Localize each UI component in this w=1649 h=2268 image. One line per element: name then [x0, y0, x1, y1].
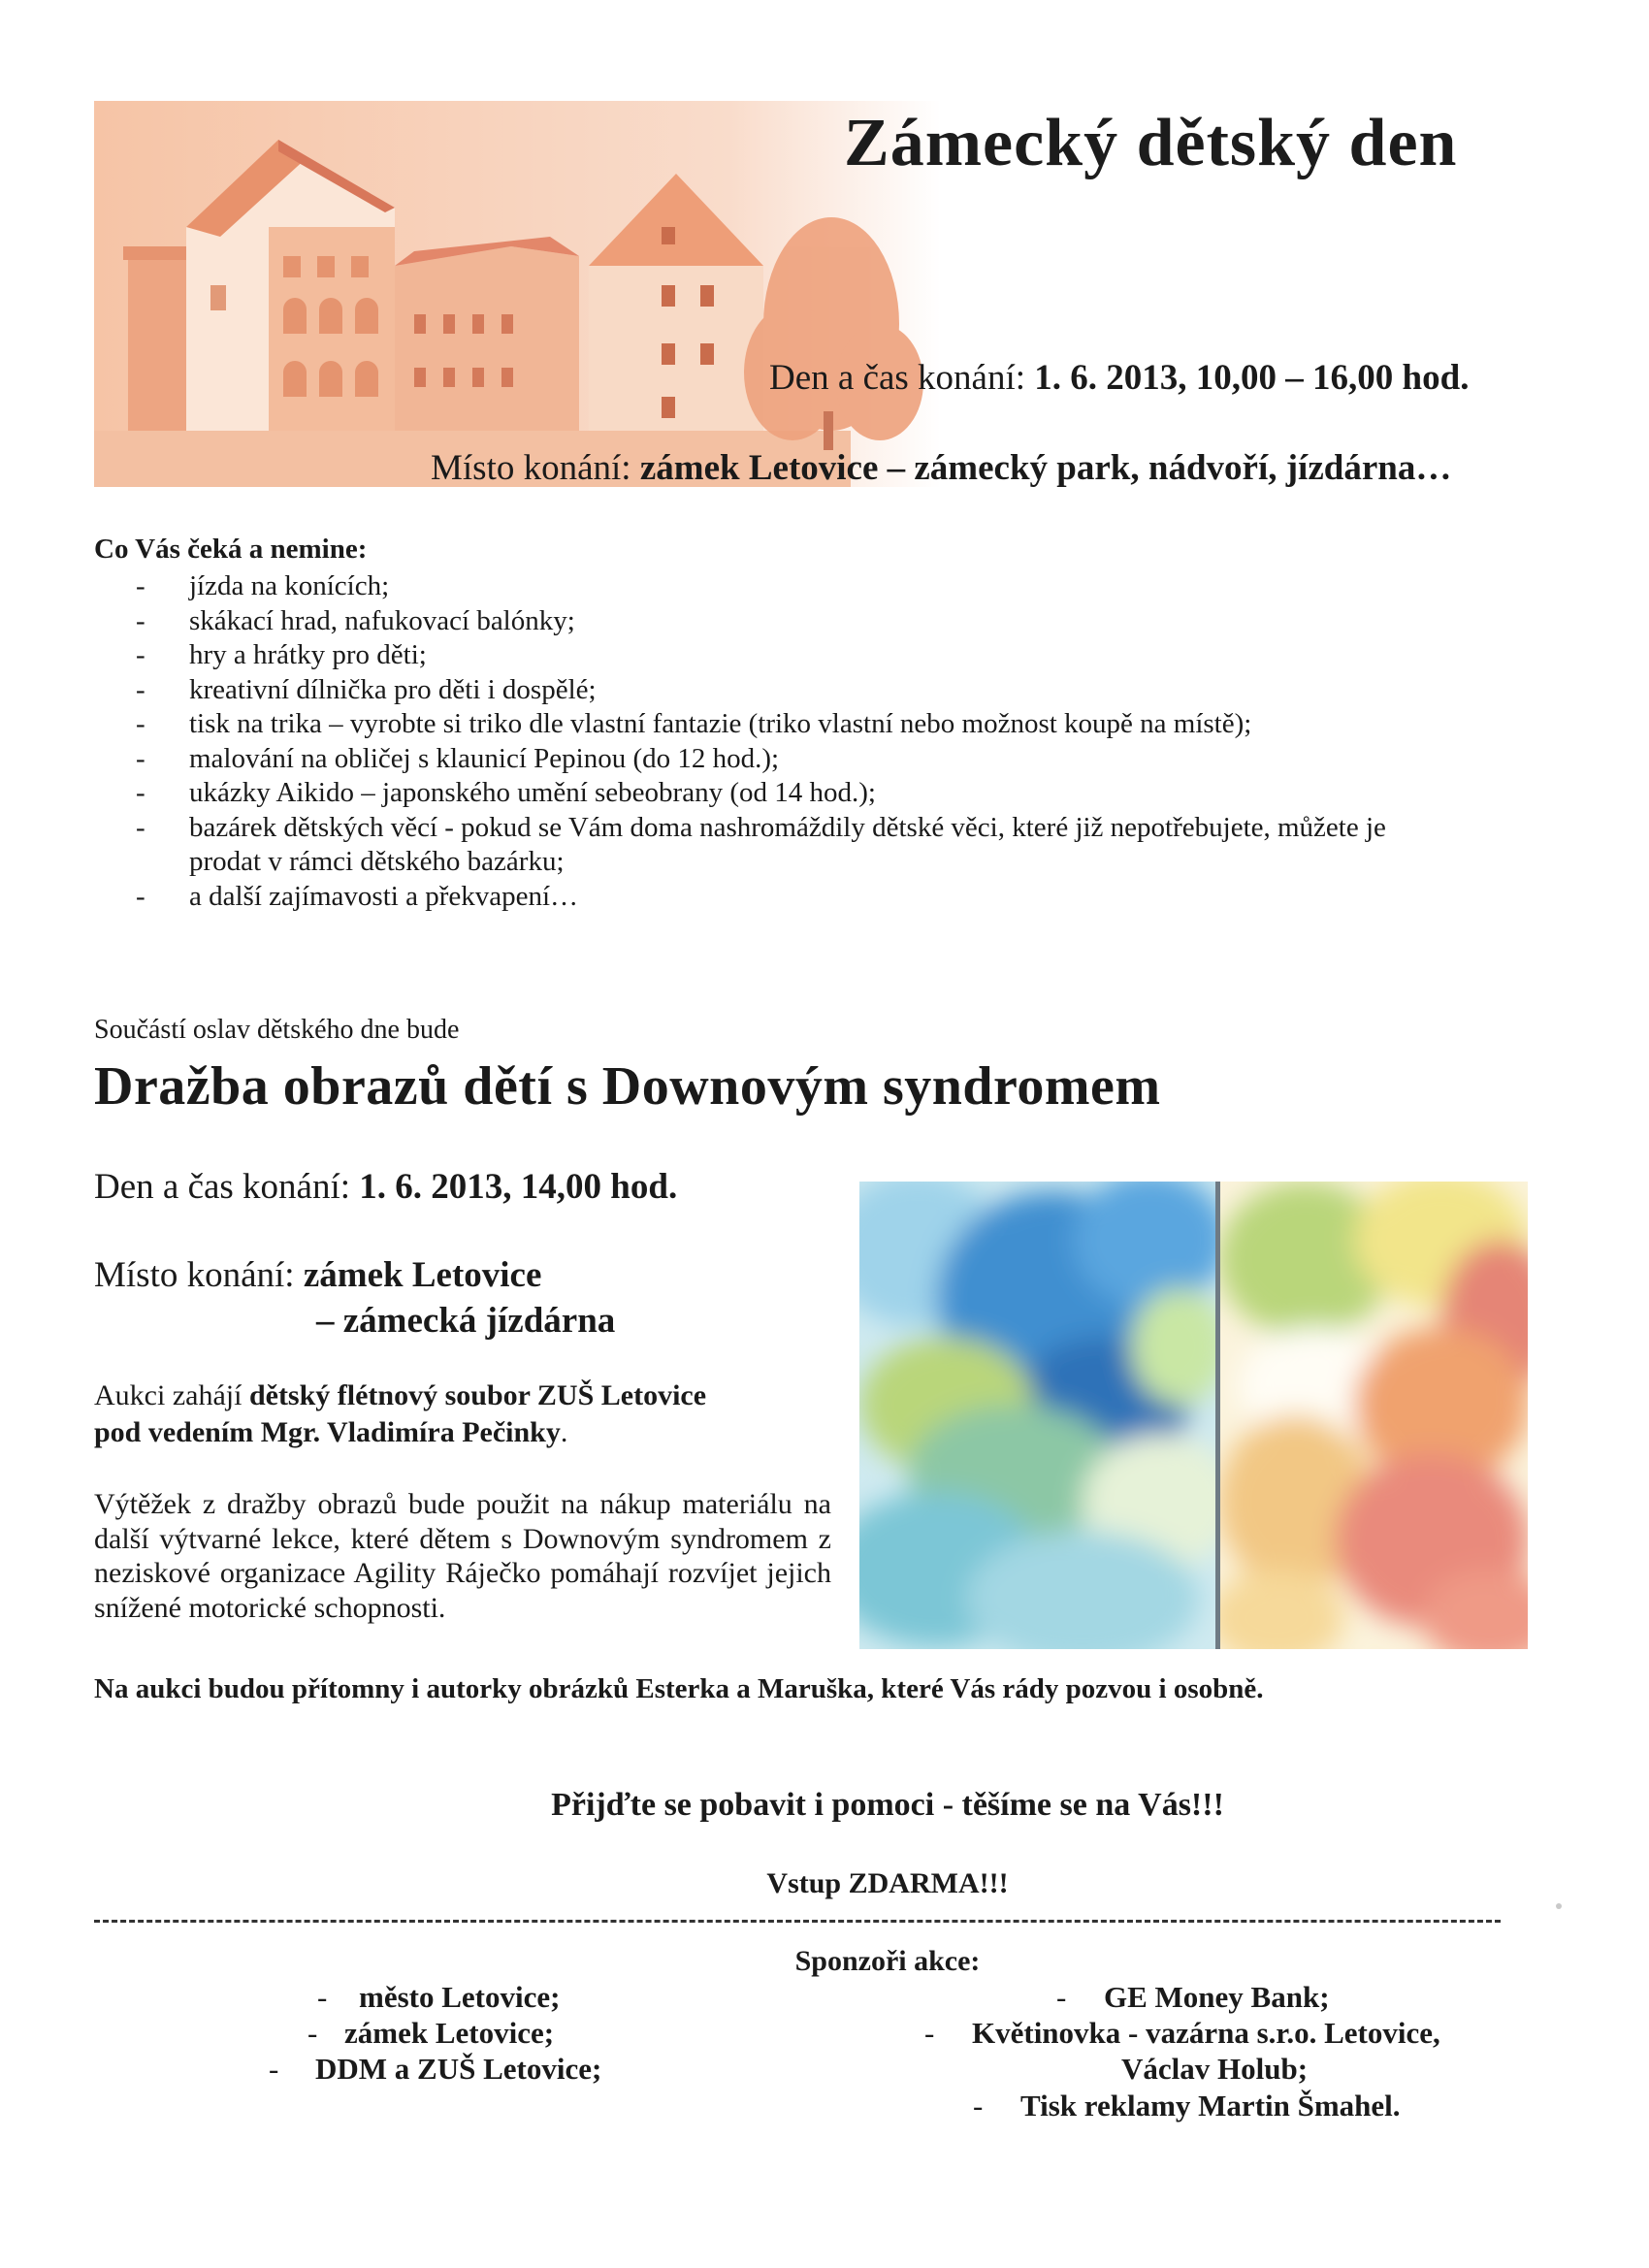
- auction-opening-prefix: Aukci zahájí: [94, 1379, 242, 1411]
- list-item: - hry a hrátky pro děti;: [136, 639, 427, 670]
- auction-date-time: [94, 1166, 677, 1208]
- event-date-time: [769, 357, 1469, 399]
- auction-title: Dražba obrazů dětí s Downovým syndromem: [94, 1056, 1161, 1117]
- sponsor-item-continued: Václav Holub;: [1121, 2052, 1309, 2086]
- auction-location-value: zámek Letovice: [303, 1255, 542, 1295]
- event-title: Zámecký dětský den: [844, 106, 1458, 180]
- list-item: - ukázky Aikido – japonského umění sebeobrany (od 14 hod.);: [136, 777, 876, 808]
- auction-opening: [94, 1377, 706, 1451]
- event-date-value: 1. 6. 2013, 10,00 – 16,00 hod.: [1034, 358, 1470, 398]
- sponsor-item: - Květinovka - vazárna s.r.o. Letovice,: [924, 2016, 1440, 2050]
- auction-proceeds-paragraph: Výtěžek z dražby obrazů bude použit na nákup materiálu na další výtvarné lekce, které dětem s Downovým syndromem z neziskové organizace Agility Ráječko pomáhají rozvíjet jejich snížené motorické schopnosti.: [94, 1488, 831, 1624]
- auction-opening-end: .: [560, 1416, 568, 1448]
- scan-speck: [1556, 1903, 1562, 1909]
- program-heading: Co Vás čeká a nemine:: [94, 534, 368, 565]
- list-item: - bazárek dětských věcí - pokud se Vám doma nashromáždily dětské věci, které již nepotřebujete, můžete je prodat v rámci dětského bazárku;: [136, 811, 1386, 877]
- list-item: - jízda na konících;: [136, 570, 390, 601]
- sponsor-item: - Tisk reklamy Martin Šmahel.: [973, 2089, 1401, 2122]
- auction-location: [94, 1254, 541, 1296]
- sponsors-heading: Sponzoři akce:: [794, 1945, 981, 1977]
- program-list: [136, 569, 1513, 914]
- children-painting: [859, 1182, 1528, 1649]
- list-item: - tisk na trika – vyrobte si triko dle vlastní fantazie (triko vlastní nebo možnost koupě na místě);: [136, 708, 1252, 739]
- list-item: - kreativní dílnička pro děti i dospělé;: [136, 673, 597, 705]
- auction-date-label: Den a čas konání:: [94, 1167, 351, 1207]
- auction-opening-leader: pod vedením Mgr. Vladimíra Pečinky: [94, 1416, 561, 1448]
- list-item: - malování na obličej s klaunicí Pepinou (do 12 hod.);: [136, 742, 780, 774]
- list-item: - a další zajímavosti a překvapení…: [136, 880, 579, 912]
- event-date-label: Den a čas konání:: [769, 358, 1026, 398]
- sponsor-item: - GE Money Bank;: [1056, 1980, 1330, 2014]
- sponsor-item: - město Letovice;: [317, 1980, 561, 2014]
- free-entry-note: Vstup ZDARMA!!!: [766, 1867, 1009, 1899]
- auction-date-value: 1. 6. 2013, 14,00 hod.: [359, 1167, 678, 1207]
- list-item: - skákací hrad, nafukovací balónky;: [136, 604, 575, 636]
- sponsor-item: - zámek Letovice;: [307, 2016, 555, 2050]
- castle-picture: [94, 101, 941, 487]
- event-location: [431, 447, 1451, 489]
- event-location-value: zámek Letovice – zámecký park, nádvoří, jízdárna…: [639, 448, 1452, 488]
- auction-location-detail: – zámecká jízdárna: [316, 1301, 616, 1341]
- dashed-divider: [94, 1920, 1501, 1923]
- auction-intro: Součástí oslav dětského dne bude: [94, 1015, 460, 1045]
- auction-location-label: Místo konání:: [94, 1255, 295, 1295]
- auction-authors-note: Na aukci budou přítomny i autorky obrázků Esterka a Maruška, které Vás rády pozvou i osobně.: [94, 1673, 1264, 1704]
- auction-opening-ensemble: dětský flétnový soubor ZUŠ Letovice: [248, 1379, 707, 1411]
- event-location-label: Místo konání:: [431, 448, 631, 488]
- sponsor-item: - DDM a ZUŠ Letovice;: [269, 2052, 602, 2086]
- slogan: Přijďte se pobavit i pomoci - těšíme se na Vás!!!: [551, 1787, 1224, 1823]
